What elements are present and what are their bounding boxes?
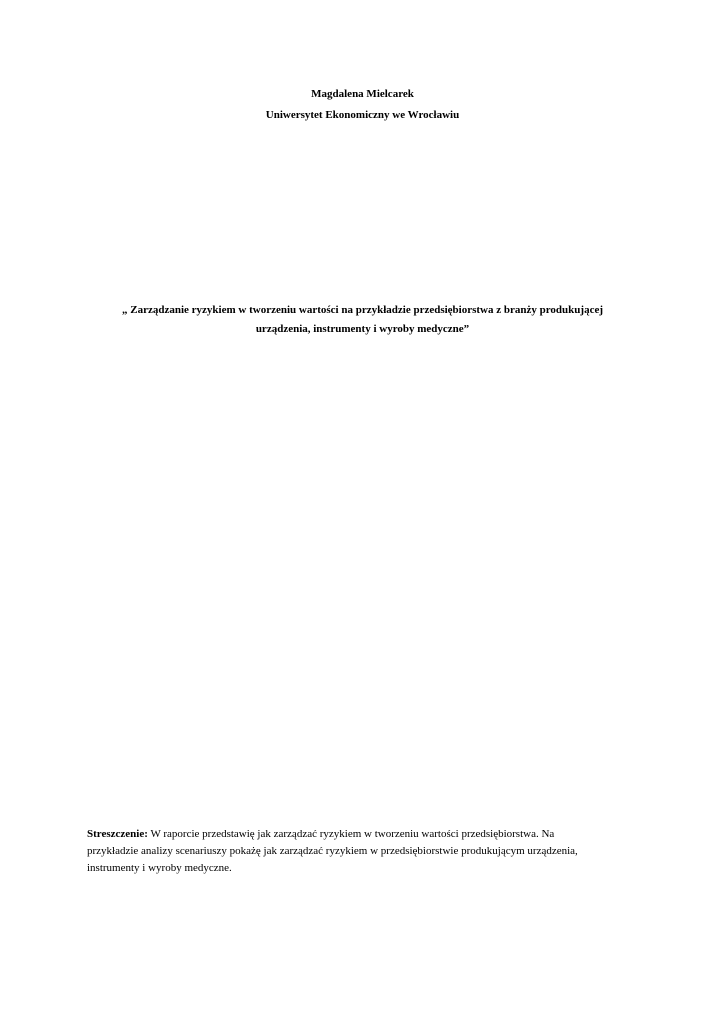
abstract-line-2: przykładzie analizy scenariuszy pokażę jak zarządzać ryzykiem w przedsiębiorstwie produkującym urządzenia,: [87, 845, 578, 857]
document-title: [88, 301, 637, 339]
abstract-line-1: [87, 826, 639, 843]
abstract-text-1: W raporcie przedstawię jak zarządzać ryzykiem w tworzeniu wartości przedsiębiorstwa. Na: [147, 828, 555, 840]
abstract: [87, 826, 639, 877]
title-line-2: urządzenia, instrumenty i wyroby medyczne”: [255, 323, 470, 335]
abstract-label: Streszczenie:: [87, 828, 148, 840]
author-name: Magdalena Mielcarek: [311, 88, 414, 100]
author-block: [0, 84, 725, 126]
abstract-line-3: instrumenty i wyroby medyczne.: [87, 862, 232, 874]
title-line-1: „ Zarządzanie ryzykiem w tworzeniu wartości na przykładzie przedsiębiorstwa z branży produkującej: [122, 304, 603, 316]
author-affiliation: Uniwersytet Ekonomiczny we Wrocławiu: [265, 109, 460, 121]
